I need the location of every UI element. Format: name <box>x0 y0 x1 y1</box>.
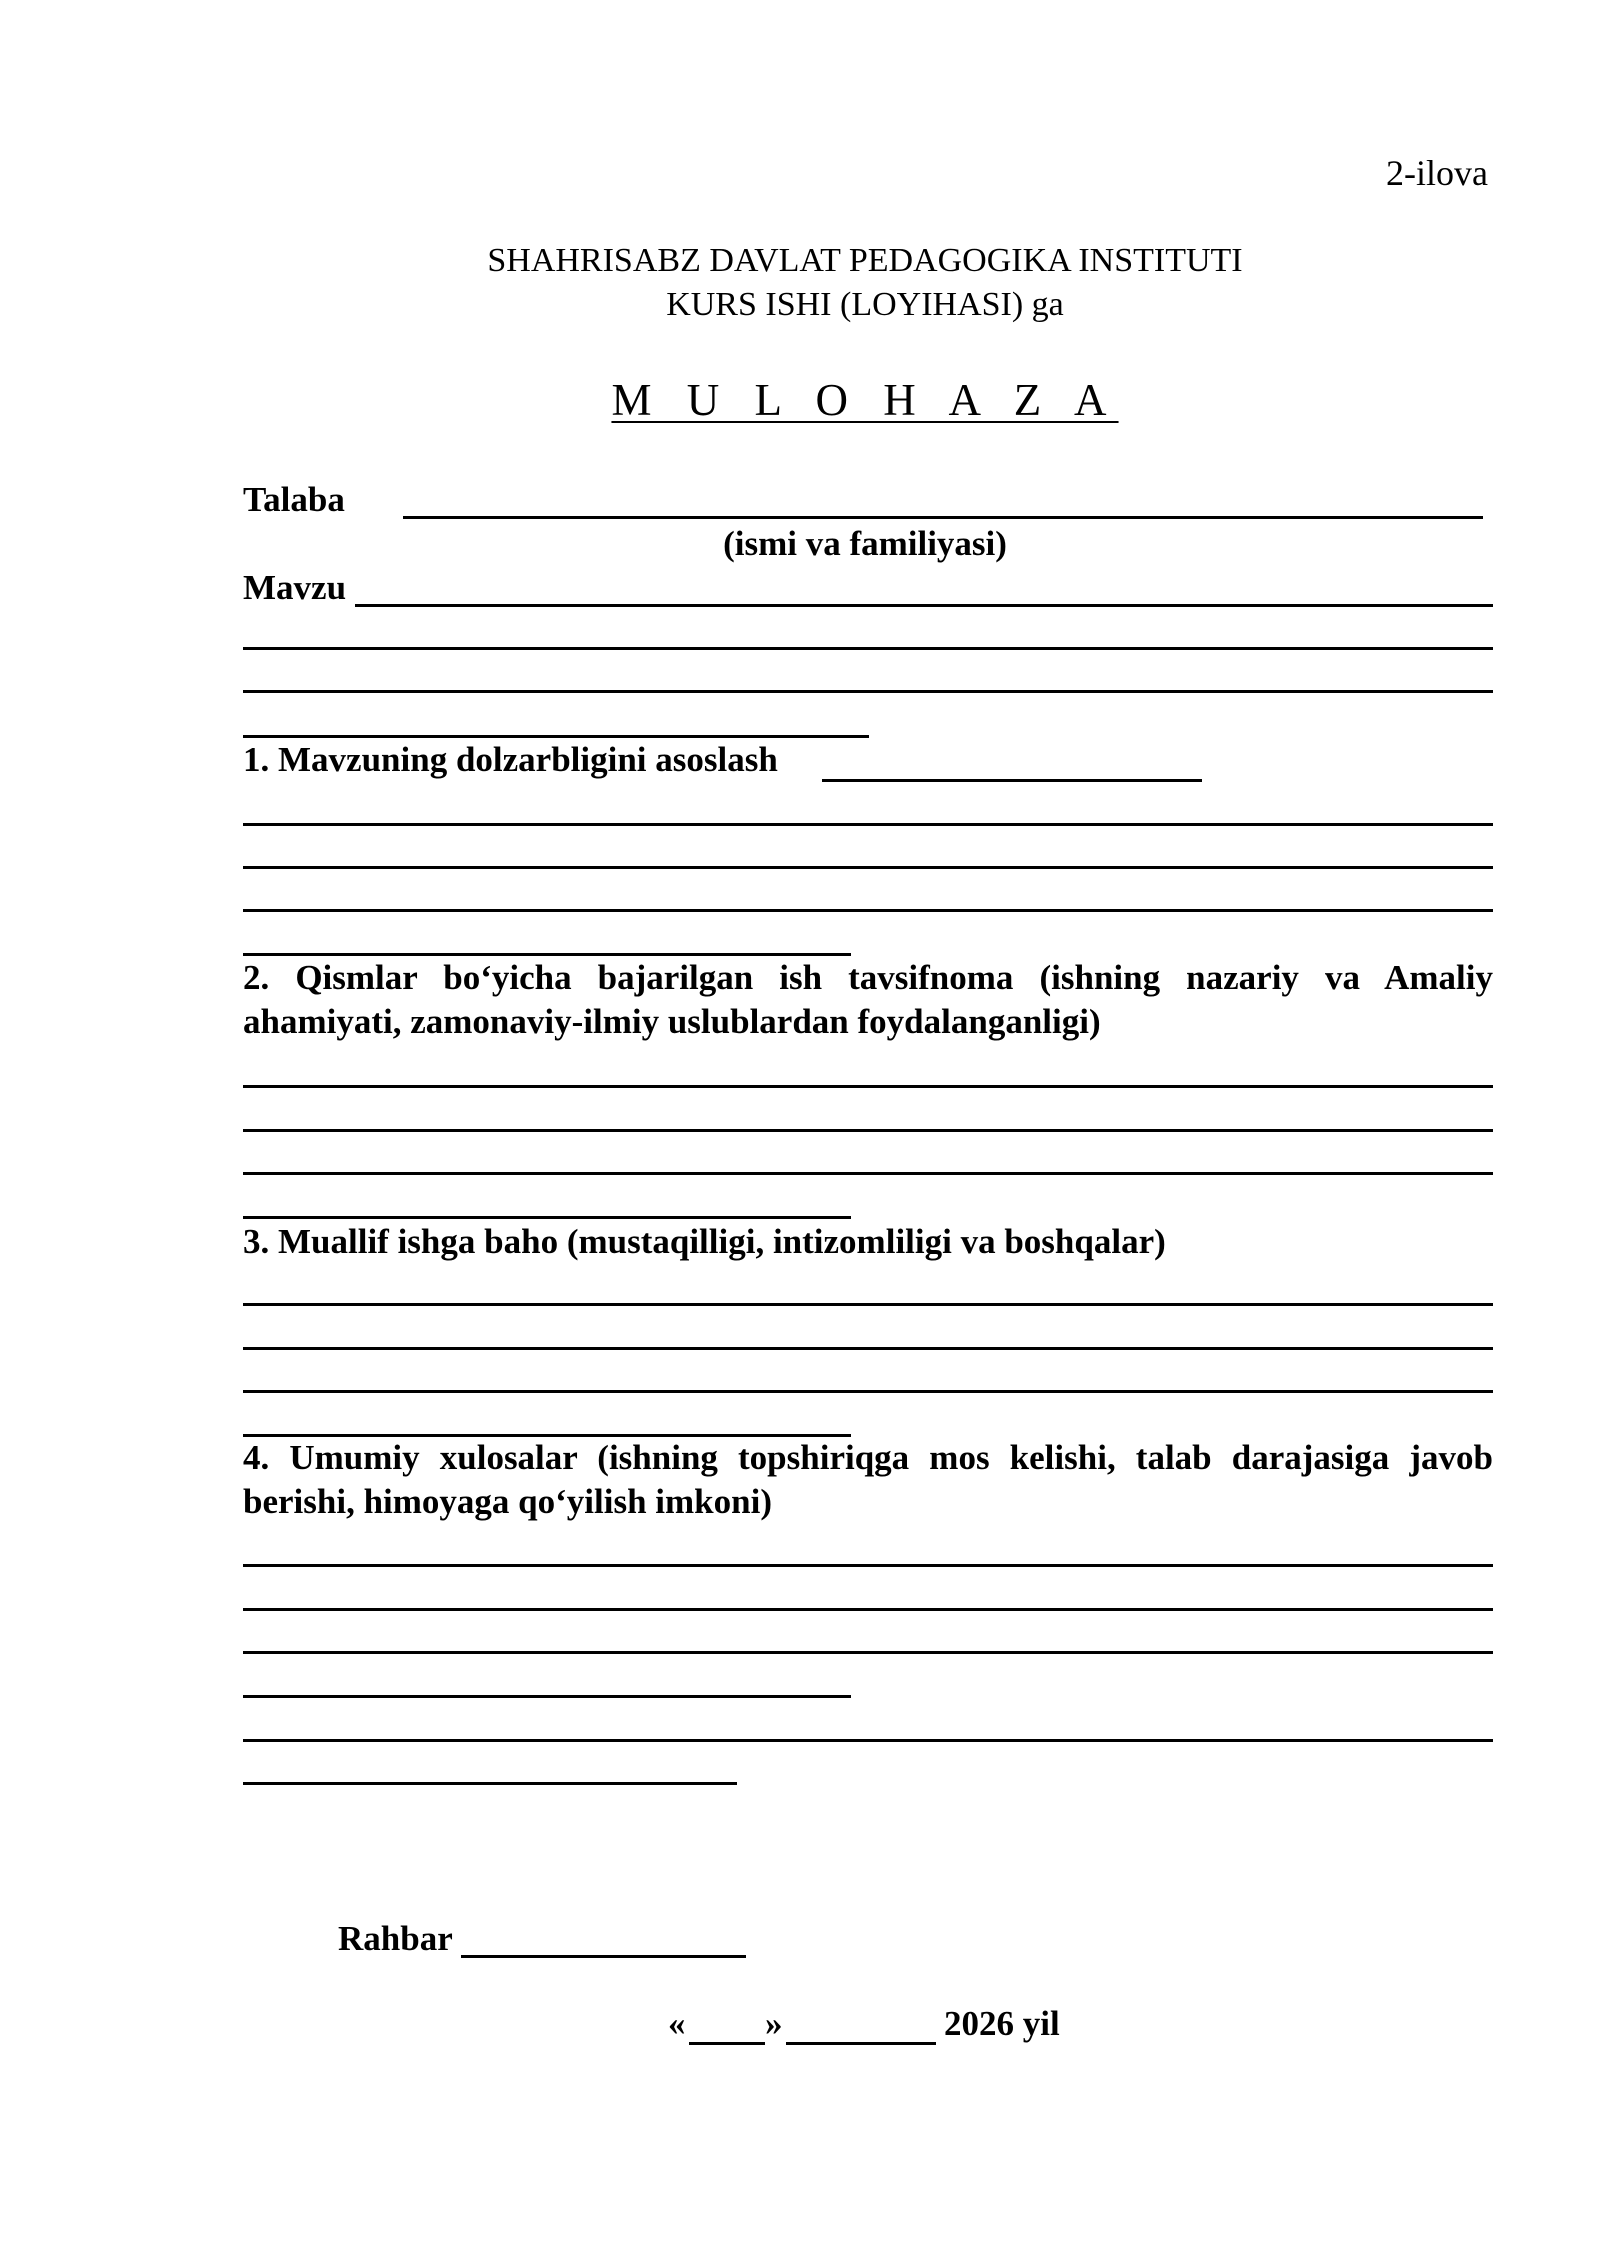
section-2-line[interactable] <box>243 1216 851 1219</box>
institute-name: SHAHRISABZ DAVLAT PEDAGOGIKA INSTITUTI <box>487 242 1243 279</box>
annex-number: 2-ilova <box>1386 153 1488 193</box>
section-1-line[interactable] <box>243 909 1493 912</box>
document-title: M U L O H A Z A <box>611 375 1119 425</box>
section-4-line[interactable] <box>243 1651 1493 1654</box>
section-4-line[interactable] <box>243 1739 1493 1742</box>
student-label: Talaba <box>243 480 345 519</box>
section-3-heading: 3. Muallif ishga baho (mustaqilligi, intizomliligi va boshqalar) <box>243 1222 1166 1261</box>
student-name-line[interactable] <box>403 516 1483 519</box>
section-2-heading: 2. Qismlar bo‘yicha bajarilgan ish tavsifnoma (ishning nazariy va Amaliy ahamiyati, zamonaviy-ilmiy uslublardan foydalanganligi) <box>243 958 1493 1041</box>
topic-label: Mavzu <box>243 568 347 607</box>
section-3-line[interactable] <box>243 1303 1493 1306</box>
section-1-line[interactable] <box>243 866 1493 869</box>
topic-line[interactable] <box>243 647 1493 650</box>
date-day-line[interactable] <box>689 2042 765 2045</box>
topic-line[interactable] <box>355 604 1493 607</box>
section-4-line[interactable] <box>243 1608 1493 1611</box>
date-month-line[interactable] <box>786 2042 936 2045</box>
section-3-line[interactable] <box>243 1347 1493 1350</box>
date-open-quote: « <box>668 2004 686 2043</box>
student-caption: (ismi va familiyasi) <box>723 524 1007 563</box>
topic-line[interactable] <box>243 690 1493 693</box>
section-4-heading: 4. Umumiy xulosalar (ishning topshiriqga mos kelishi, talab darajasiga javob berishi, himoyaga qo‘yilish imkoni) <box>243 1438 1493 1521</box>
section-3-line[interactable] <box>243 1390 1493 1393</box>
section-1-heading: 1. Mavzuning dolzarbligini asoslash <box>243 740 778 779</box>
section-1-line[interactable] <box>822 779 1202 782</box>
section-4-line[interactable] <box>243 1564 1493 1567</box>
supervisor-label: Rahbar <box>338 1919 453 1958</box>
course-work-heading: KURS ISHI (LOYIHASI) ga <box>666 286 1064 323</box>
section-2-line[interactable] <box>243 1085 1493 1088</box>
topic-line[interactable] <box>243 735 869 738</box>
section-4-line[interactable] <box>243 1695 851 1698</box>
section-1-line[interactable] <box>243 823 1493 826</box>
date-close-quote: » <box>765 2004 783 2043</box>
section-2-line[interactable] <box>243 1129 1493 1132</box>
date-year: 2026 yil <box>944 2004 1060 2043</box>
section-4-line[interactable] <box>243 1782 737 1785</box>
section-2-line[interactable] <box>243 1172 1493 1175</box>
supervisor-signature-line[interactable] <box>461 1955 746 1958</box>
